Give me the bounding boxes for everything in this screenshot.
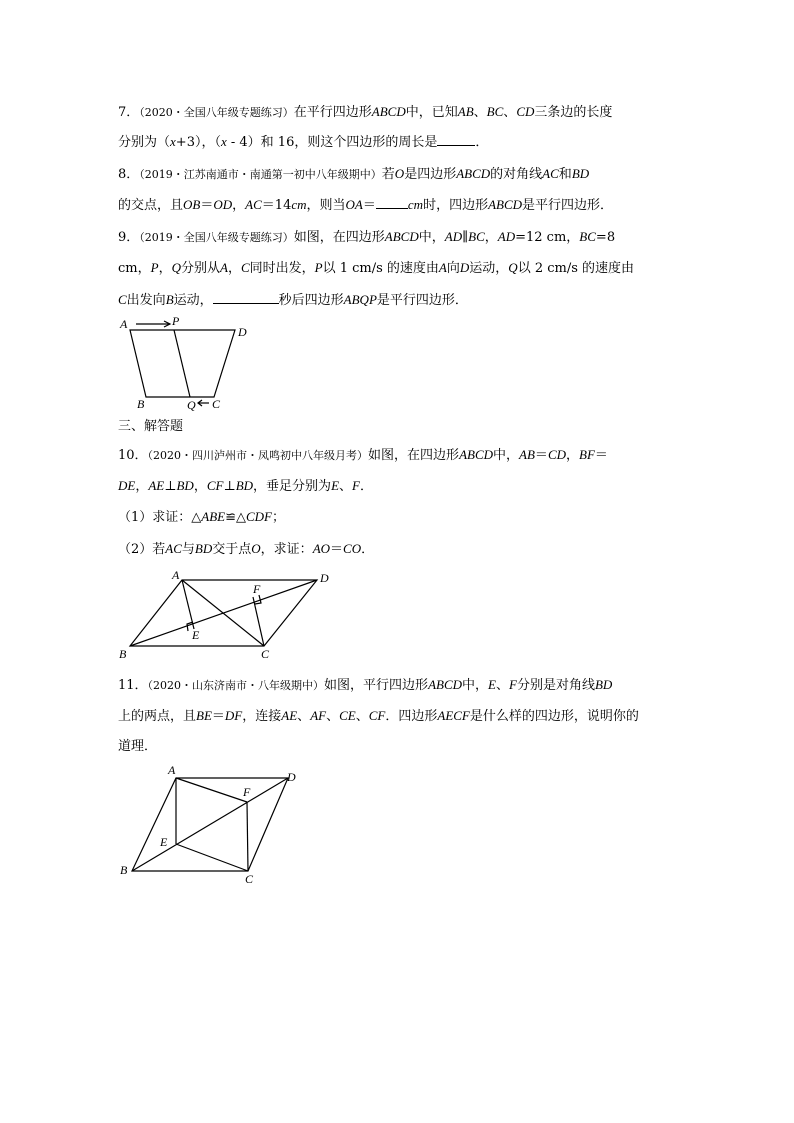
q10-text: ，垂足分别为 bbox=[253, 479, 332, 494]
q11-line-2 bbox=[118, 707, 639, 726]
q7-var: BC bbox=[486, 104, 504, 119]
q9-var: C bbox=[118, 292, 127, 307]
q11-text: 分别是对角线 bbox=[516, 678, 595, 693]
label-c: C bbox=[212, 397, 221, 411]
q8-source: （2019・江苏南通市・南通第一初中八年级期中） bbox=[139, 168, 382, 181]
label-b: B bbox=[119, 647, 127, 661]
q8-unit: cm bbox=[407, 197, 424, 212]
q7-var: CD bbox=[516, 104, 535, 119]
label-d: D bbox=[238, 325, 247, 339]
q11-var: DF bbox=[224, 708, 243, 723]
q8-text: 是平行四边形． bbox=[522, 198, 614, 213]
q11-text: 、 bbox=[326, 709, 340, 724]
q10-var: E bbox=[331, 478, 340, 493]
q9-text: =12 cm， bbox=[515, 230, 580, 245]
q10-text: ＝ bbox=[330, 542, 344, 557]
q8-text: ＝ bbox=[200, 198, 214, 213]
q11-text: 、 bbox=[495, 678, 509, 693]
q7-line-1 bbox=[118, 103, 612, 122]
q10-text: ． bbox=[361, 542, 375, 557]
segment-cf bbox=[247, 802, 248, 871]
q9-var: A bbox=[219, 260, 228, 275]
q9-text: 向 bbox=[446, 261, 460, 276]
q11-text: ．四边形 bbox=[385, 709, 438, 724]
q10-text: 如图，在四边形 bbox=[368, 448, 460, 463]
q10-var: CO bbox=[343, 541, 362, 556]
q8-text: ＝14 bbox=[261, 198, 292, 213]
q9-line-3 bbox=[118, 291, 468, 310]
q7-var: x bbox=[220, 134, 227, 149]
label-e: E bbox=[192, 628, 200, 642]
q9-text: 运动， bbox=[469, 261, 509, 276]
label-b: B bbox=[137, 397, 145, 411]
q8-text: 的交点，且 bbox=[118, 198, 184, 213]
q9-text: 运动， bbox=[173, 293, 213, 308]
q11-text: 上的两点，且 bbox=[118, 709, 197, 724]
q11-number: 11． bbox=[118, 678, 148, 693]
label-e: E bbox=[160, 835, 168, 849]
q9-var: Q bbox=[171, 260, 181, 275]
q11-var: BD bbox=[594, 677, 613, 692]
q9-text: ∥ bbox=[462, 230, 469, 245]
q10-var: AC bbox=[165, 541, 182, 556]
q10-text: ＝ bbox=[534, 448, 548, 463]
label-a: A bbox=[120, 317, 128, 331]
segment-pq bbox=[174, 330, 190, 397]
q9-var: AD bbox=[497, 229, 516, 244]
q10-var: AB bbox=[519, 447, 535, 462]
q8-text: 是四边形 bbox=[404, 167, 457, 182]
q9-var: Q bbox=[508, 260, 518, 275]
q9-var: B bbox=[165, 292, 174, 307]
label-a: A bbox=[172, 568, 180, 582]
q9-var: BC bbox=[579, 229, 596, 244]
q10-line-1 bbox=[118, 446, 608, 465]
q10-var: AE bbox=[148, 478, 165, 493]
label-p: P bbox=[172, 314, 180, 328]
q8-text: 和 bbox=[558, 167, 572, 182]
q11-var: E bbox=[488, 677, 496, 692]
q8-unit: cm bbox=[291, 197, 307, 212]
q10-text: （2）若 bbox=[118, 542, 166, 557]
q9-source: （2019・全国八年级专题练习） bbox=[139, 231, 294, 244]
answer-blank[interactable] bbox=[376, 196, 408, 209]
answer-blank[interactable] bbox=[213, 291, 279, 304]
q9-var: ABQP bbox=[343, 292, 377, 307]
q10-var: CD bbox=[547, 447, 566, 462]
q8-text: 的对角线 bbox=[490, 167, 543, 182]
q8-var: AC bbox=[542, 166, 559, 181]
q11-text: ＝ bbox=[211, 709, 225, 724]
q9-var: D bbox=[459, 260, 470, 275]
q8-var: O bbox=[394, 166, 405, 181]
q10-var: F bbox=[352, 478, 360, 493]
q8-text: 时，四边形 bbox=[423, 198, 489, 213]
right-angle-f bbox=[255, 595, 261, 604]
q10-text: ⊥ bbox=[164, 479, 177, 494]
q10-text: ， bbox=[566, 448, 580, 463]
q9-text: 以 2 cm/s 的速度由 bbox=[517, 261, 635, 276]
q7-text: - 4）和 16，则这个四边形的周长是 bbox=[226, 135, 438, 150]
q11-source: （2020・山东济南市・八年级期中） bbox=[147, 679, 325, 692]
q9-text: 是平行四边形． bbox=[376, 293, 468, 308]
q10-var: ABCD bbox=[459, 447, 494, 462]
q10-text: ⊥ bbox=[223, 479, 236, 494]
q7-var: AB bbox=[457, 104, 474, 119]
q10-var: O bbox=[251, 541, 261, 556]
q9-var: ABCD bbox=[384, 229, 419, 244]
q9-text: 同时出发， bbox=[249, 261, 315, 276]
q9-text: cm， bbox=[118, 261, 151, 276]
q8-text: 若 bbox=[381, 167, 395, 182]
q10-var: CF bbox=[206, 478, 224, 493]
q8-text: ，则当 bbox=[306, 198, 346, 213]
q11-text: ，连接 bbox=[242, 709, 282, 724]
q11-var: F bbox=[509, 677, 517, 692]
q11-var: ABCD bbox=[428, 677, 463, 692]
q9-var: P bbox=[150, 260, 159, 275]
q10-var: BD bbox=[176, 478, 194, 493]
q8-text: ＝ bbox=[362, 198, 376, 213]
q11-var: BE bbox=[196, 708, 212, 723]
q7-var: x bbox=[170, 134, 176, 149]
q10-part-1 bbox=[118, 508, 285, 527]
q8-var: OD bbox=[213, 197, 233, 212]
q7-source: （2020・全国八年级专题练习） bbox=[139, 106, 294, 119]
q8-line-1 bbox=[118, 165, 589, 184]
label-c: C bbox=[261, 647, 270, 661]
q10-text: ≌△ bbox=[225, 510, 246, 525]
label-b: B bbox=[120, 863, 128, 877]
q8-var: BD bbox=[571, 166, 590, 181]
q9-text: 如图，在四边形 bbox=[293, 230, 385, 245]
q10-var: BD bbox=[235, 478, 254, 493]
q7-text: 三条边的长度 bbox=[534, 105, 613, 120]
q11-var: AF bbox=[310, 708, 327, 723]
q9-text: 中， bbox=[418, 230, 445, 245]
q11-var: CF bbox=[368, 708, 386, 723]
q8-text: ， bbox=[232, 198, 246, 213]
q10-figure bbox=[112, 568, 342, 664]
q11-figure bbox=[112, 760, 312, 886]
q9-text: 出发向 bbox=[126, 293, 166, 308]
q10-var: ABE bbox=[201, 509, 226, 524]
label-a: A bbox=[168, 763, 176, 777]
q9-var: AD bbox=[444, 229, 463, 244]
q7-number: 7． bbox=[118, 105, 140, 120]
q11-line-3: 道理． bbox=[118, 739, 158, 754]
segment-ce bbox=[176, 844, 248, 871]
q11-var: CE bbox=[339, 708, 356, 723]
q7-text: 、 bbox=[473, 105, 487, 120]
q10-text: ＝ bbox=[594, 448, 608, 463]
q10-line-2 bbox=[118, 477, 373, 496]
q10-var: BD bbox=[194, 541, 213, 556]
q7-text: 、 bbox=[503, 105, 517, 120]
q10-text: ， bbox=[135, 479, 149, 494]
q11-var: AECF bbox=[437, 708, 470, 723]
q8-line-2 bbox=[118, 196, 613, 215]
q11-line-1 bbox=[118, 676, 612, 695]
q8-var: AC bbox=[245, 197, 262, 212]
q9-number: 9． bbox=[118, 230, 140, 245]
q11-text: 、 bbox=[297, 709, 311, 724]
q9-var: A bbox=[438, 260, 447, 275]
q10-text: 中， bbox=[493, 448, 520, 463]
q9-line-2 bbox=[118, 259, 634, 278]
q10-number: 10． bbox=[118, 448, 148, 463]
q8-var: OA bbox=[345, 197, 363, 212]
q8-var: OB bbox=[183, 197, 201, 212]
q10-text: 交于点 bbox=[212, 542, 252, 557]
q9-text: 以 1 cm/s 的速度由 bbox=[322, 261, 439, 276]
q8-var: ABCD bbox=[456, 166, 491, 181]
q7-text: 在平行四边形 bbox=[293, 105, 372, 120]
q10-var: DE bbox=[118, 478, 136, 493]
q11-text: 中， bbox=[462, 678, 489, 693]
q10-text: ． bbox=[359, 479, 373, 494]
label-d: D bbox=[320, 571, 329, 585]
q10-var: AO bbox=[312, 541, 331, 556]
q9-var: P bbox=[314, 260, 323, 275]
q11-text: 、 bbox=[355, 709, 369, 724]
q9-text: ， bbox=[484, 230, 498, 245]
q9-text: =8 bbox=[595, 230, 616, 245]
label-c: C bbox=[245, 872, 254, 886]
label-q: Q bbox=[187, 398, 196, 412]
q7-line-2 bbox=[118, 133, 488, 152]
q7-var: ABCD bbox=[371, 104, 406, 119]
q11-text: 是什么样的四边形，说明你的 bbox=[469, 709, 639, 724]
q7-text: ． bbox=[475, 135, 489, 150]
q10-text: （1）求证：△ bbox=[118, 510, 202, 525]
q7-text: 分别为（ bbox=[118, 135, 171, 150]
label-d: D bbox=[287, 770, 296, 784]
q10-text: 与 bbox=[181, 542, 195, 557]
q9-text: ， bbox=[227, 261, 241, 276]
q9-var: C bbox=[240, 260, 250, 275]
label-f: F bbox=[253, 582, 261, 596]
section-heading: 三、解答题 bbox=[118, 419, 184, 434]
q9-figure bbox=[112, 312, 262, 412]
q10-var: BF bbox=[579, 447, 595, 462]
q10-text: 、 bbox=[339, 479, 353, 494]
q7-text: +3），（ bbox=[175, 135, 221, 150]
q10-text: ，求证： bbox=[260, 542, 313, 557]
answer-blank[interactable] bbox=[437, 133, 475, 146]
q7-text: 中，已知 bbox=[405, 105, 458, 120]
q11-text: 如图，平行四边形 bbox=[324, 678, 429, 693]
q8-number: 8． bbox=[118, 167, 140, 182]
q10-var: CDF bbox=[246, 509, 272, 524]
segment-af bbox=[176, 778, 247, 802]
q9-text: ， bbox=[158, 261, 172, 276]
label-f: F bbox=[243, 785, 251, 799]
q9-var: BC bbox=[468, 229, 485, 244]
q10-source: （2020・四川泸州市・凤鸣初中八年级月考） bbox=[147, 449, 369, 462]
q9-line-1 bbox=[118, 228, 615, 247]
q9-text: 秒后四边形 bbox=[278, 293, 344, 308]
q8-var: ABCD bbox=[488, 197, 523, 212]
q10-text: ； bbox=[272, 510, 286, 525]
q11-var: AE bbox=[281, 708, 298, 723]
q10-part-2 bbox=[118, 540, 374, 559]
q10-text: ， bbox=[193, 479, 207, 494]
q9-text: 分别从 bbox=[180, 261, 220, 276]
